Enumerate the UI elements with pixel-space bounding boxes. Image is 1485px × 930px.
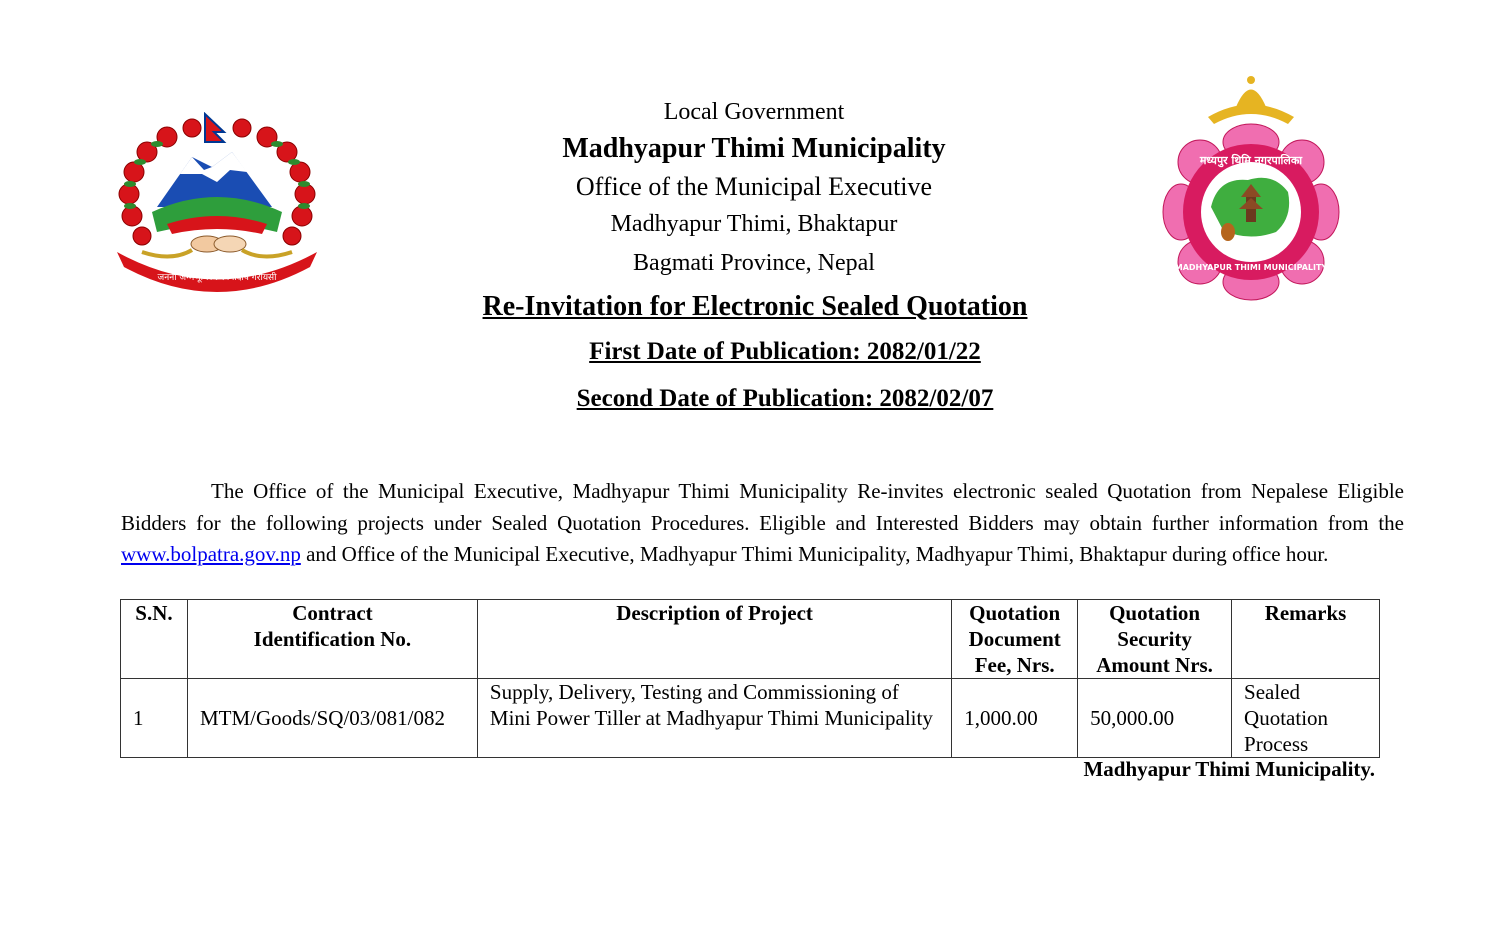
header-contract-id: Contract Identification No. bbox=[187, 600, 477, 679]
province-label: Bagmati Province, Nepal bbox=[633, 250, 875, 276]
header-security-amount: Quotation Security Amount Nrs. bbox=[1078, 600, 1232, 679]
second-publication-date: Second Date of Publication: 2082/02/07 bbox=[576, 385, 994, 412]
local-government-label: Local Government bbox=[663, 99, 845, 125]
table-row bbox=[121, 679, 1380, 758]
quotation-table bbox=[120, 599, 1380, 758]
office-name: Office of the Municipal Executive bbox=[575, 172, 933, 201]
notice-paragraph bbox=[121, 476, 1404, 571]
cell-sn: 1 bbox=[121, 679, 188, 758]
paragraph-text-2: and Office of the Municipal Executive, Madhyapur Thimi Municipality, Madhyapur Thimi, Bhaktapur during office hour. bbox=[300, 542, 1329, 566]
first-publication-date: First Date of Publication: 2082/01/22 bbox=[589, 338, 981, 365]
office-address: Madhyapur Thimi, Bhaktapur bbox=[610, 211, 898, 237]
table-header-row bbox=[121, 600, 1380, 679]
header-remarks: Remarks bbox=[1232, 600, 1380, 679]
cell-remarks: Sealed Quotation Process bbox=[1232, 679, 1380, 758]
notice-title: Re-Invitation for Electronic Sealed Quotation bbox=[482, 291, 1028, 322]
paragraph-text-1: The Office of the Municipal Executive, Madhyapur Thimi Municipality Re-invites electronic sealed Quotation from Nepalese Eligible Bidders for the following projects under Sealed Quotation Procedures. Eligible and Interested Bidders may obtain further information from the bbox=[121, 479, 1404, 535]
header-description: Description of Project bbox=[477, 600, 951, 679]
seal-arc-top: मध्यपुर थिमि नगरपालिका bbox=[1199, 154, 1303, 167]
emblem-motto: जननी जन्मभूमिश्च स्वर्गादपि गरीयसी bbox=[157, 273, 277, 283]
cell-document-fee: 1,000.00 bbox=[952, 679, 1078, 758]
nepal-emblem-icon bbox=[112, 112, 322, 297]
signature: Madhyapur Thimi Municipality. bbox=[1083, 757, 1375, 781]
seal-arc-bottom: MADHYAPUR THIMI MUNICIPALITY bbox=[1174, 263, 1328, 272]
cell-contract-id: MTM/Goods/SQ/03/081/082 bbox=[187, 679, 477, 758]
bolpatra-link[interactable]: www.bolpatra.gov.np bbox=[121, 542, 301, 566]
municipality-seal-icon bbox=[1148, 72, 1354, 304]
cell-security-amount: 50,000.00 bbox=[1078, 679, 1232, 758]
header-document-fee: Quotation Document Fee, Nrs. bbox=[952, 600, 1078, 679]
municipality-name: Madhyapur Thimi Municipality bbox=[562, 133, 946, 164]
cell-description: Supply, Delivery, Testing and Commissioning of Mini Power Tiller at Madhyapur Thimi Municipality bbox=[477, 679, 951, 758]
header-sn: S.N. bbox=[121, 600, 188, 679]
